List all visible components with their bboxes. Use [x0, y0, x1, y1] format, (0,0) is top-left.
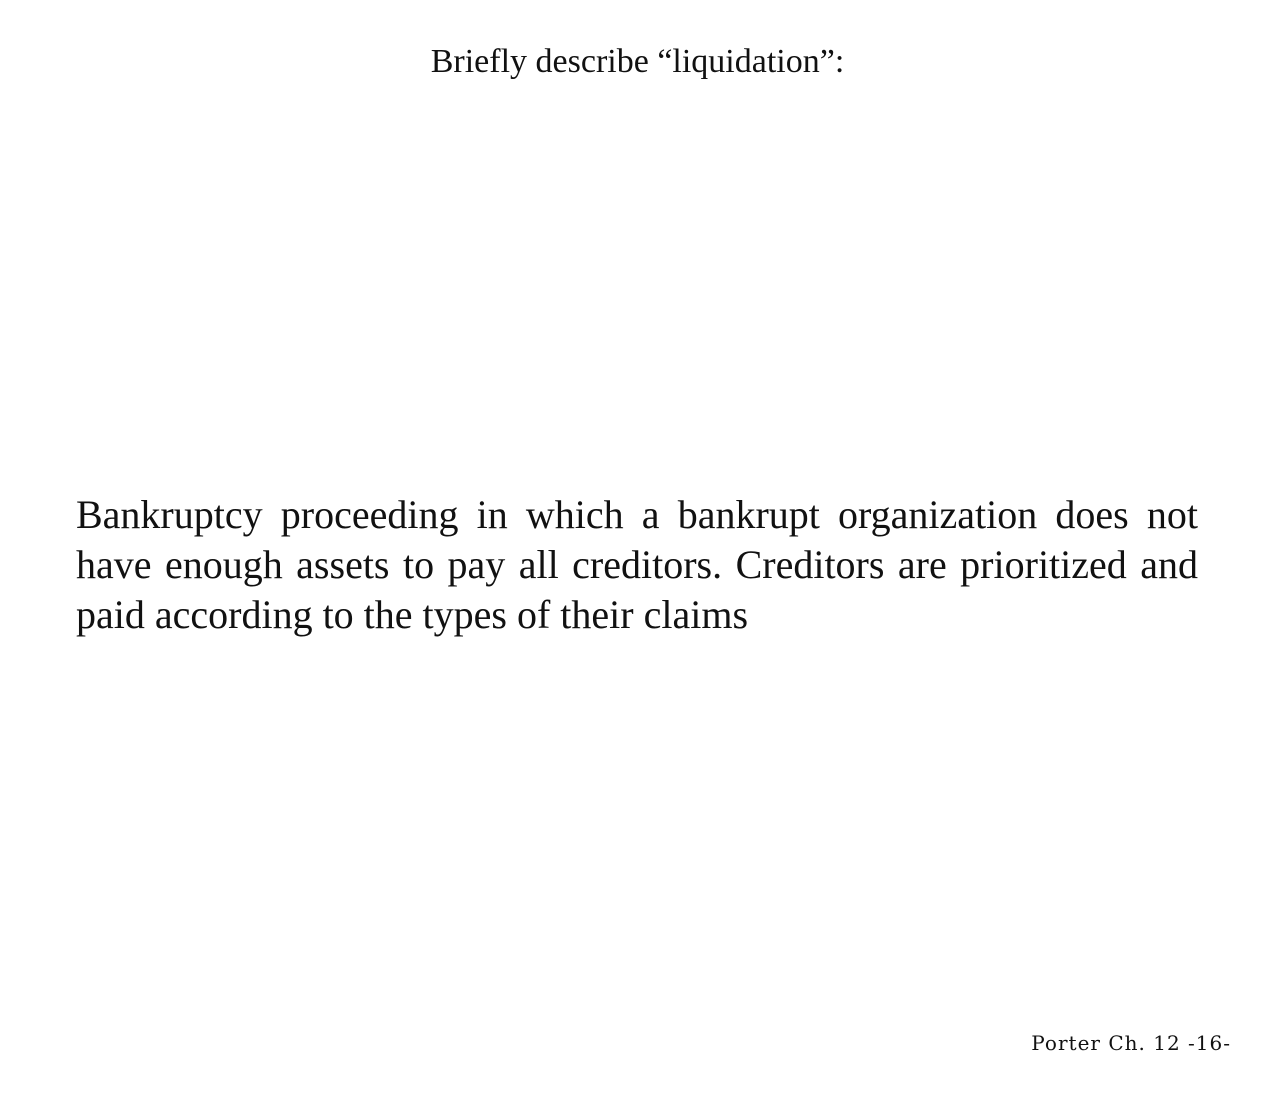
answer-text: Bankruptcy proceeding in which a bankrupt organization does not have enough assets to pay all creditors. Creditors are prioritized and paid according to the types of their claims	[76, 492, 1198, 637]
page-footer: Porter Ch. 12 -16-	[1031, 1031, 1231, 1055]
question-prompt: Briefly describe “liquidation”:	[430, 43, 845, 80]
